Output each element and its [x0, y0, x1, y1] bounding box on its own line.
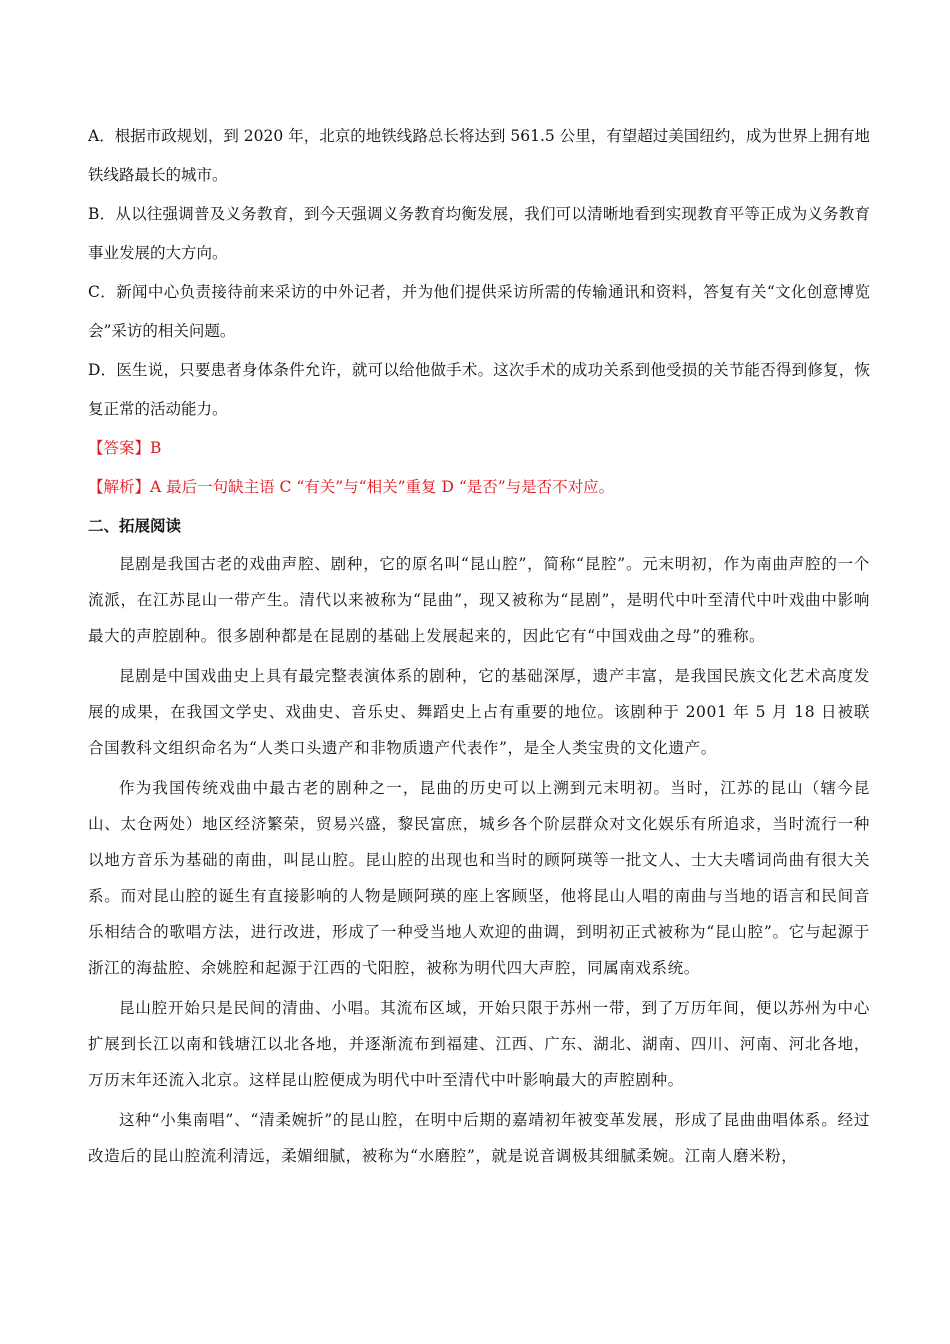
- page-content: [88, 117, 870, 1178]
- option-c: C．新闻中心负责接待前来采访的中外记者，并为他们提供采访所需的传输通讯和资料，答复有关“文化创意博览会”采访的相关问题。: [88, 283, 870, 340]
- option-b: B．从以往强调普及义务教育，到今天强调义务教育均衡发展，我们可以清晰地看到实现教育平等正成为义务教育事业发展的大方向。: [88, 205, 870, 262]
- answer-line: 【答案】B: [88, 439, 162, 457]
- option-d: D．医生说，只要患者身体条件允许，就可以给他做手术。这次手术的成功关系到他受损的关节能否得到修复，恢复正常的活动能力。: [88, 361, 870, 418]
- section-heading: 二、拓展阅读: [88, 517, 182, 535]
- reading-paragraph-3: 作为我国传统戏曲中最古老的剧种之一，昆曲的历史可以上溯到元末明初。当时，江苏的昆山（辖今昆山、太仓两处）地区经济繁荣，贸易兴盛，黎民富庶，城乡各个阶层群众对文化娱乐有所追求，当时流行一种以地方音乐为基础的南曲，叫昆山腔。昆山腔的出现也和当时的顾阿瑛等一批文人、士大夫嗜词尚曲有很大关系。而对昆山腔的诞生有直接影响的人物是顾阿瑛的座上客顾坚，他将昆山人唱的南曲与当地的语言和民间音乐相结合的歌唱方法，进行改进，形成了一种受当地人欢迎的曲调，到明初正式被称为“昆山腔”。它与起源于浙江的海盐腔、余姚腔和起源于江西的弋阳腔，被称为明代四大声腔，同属南戏系统。: [88, 779, 870, 977]
- analysis-line: 【解析】A 最后一句缺主语 C “有关”与“相关”重复 D “是否”与是否不对应。: [88, 478, 615, 496]
- reading-paragraph-2: 昆剧是中国戏曲史上具有最完整表演体系的剧种，它的基础深厚，遗产丰富，是我国民族文化艺术高度发展的成果，在我国文学史、戏曲史、音乐史、舞蹈史上占有重要的地位。该剧种于 2001 年 5 月 18 日被联合国教科文组织命名为“人类口头遗产和非物质遗产代表作”，是全人类宝贵的文化遗产。: [88, 667, 870, 757]
- reading-paragraph-5: 这种“小集南唱”、“清柔婉折”的昆山腔，在明中后期的嘉靖初年被变革发展，形成了昆曲曲唱体系。经过改造后的昆山腔流利清远，柔媚细腻，被称为“水磨腔”，就是说音调极其细腻柔婉。江南人磨米粉，: [88, 1111, 870, 1165]
- reading-paragraph-4: 昆山腔开始只是民间的清曲、小唱。其流布区域，开始只限于苏州一带，到了万历年间，便以苏州为中心扩展到长江以南和钱塘江以北各地，并逐渐流布到福建、江西、广东、湖北、湖南、四川、河南、河北各地，万历末年还流入北京。这样昆山腔便成为明代中叶至清代中叶影响最大的声腔剧种。: [88, 999, 870, 1089]
- option-a: A．根据市政规划，到 2020 年，北京的地铁线路总长将达到 561.5 公里，有望超过美国纽约，成为世界上拥有地铁线路最长的城市。: [88, 127, 870, 184]
- reading-paragraph-1: 昆剧是我国古老的戏曲声腔、剧种，它的原名叫“昆山腔”，简称“昆腔”。元末明初，作为南曲声腔的一个流派，在江苏昆山一带产生。清代以来被称为“昆曲”，现又被称为“昆剧”，是明代中叶至清代中叶戏曲中影响最大的声腔剧种。很多剧种都是在昆剧的基础上发展起来的，因此它有“中国戏曲之母”的雅称。: [88, 555, 870, 645]
